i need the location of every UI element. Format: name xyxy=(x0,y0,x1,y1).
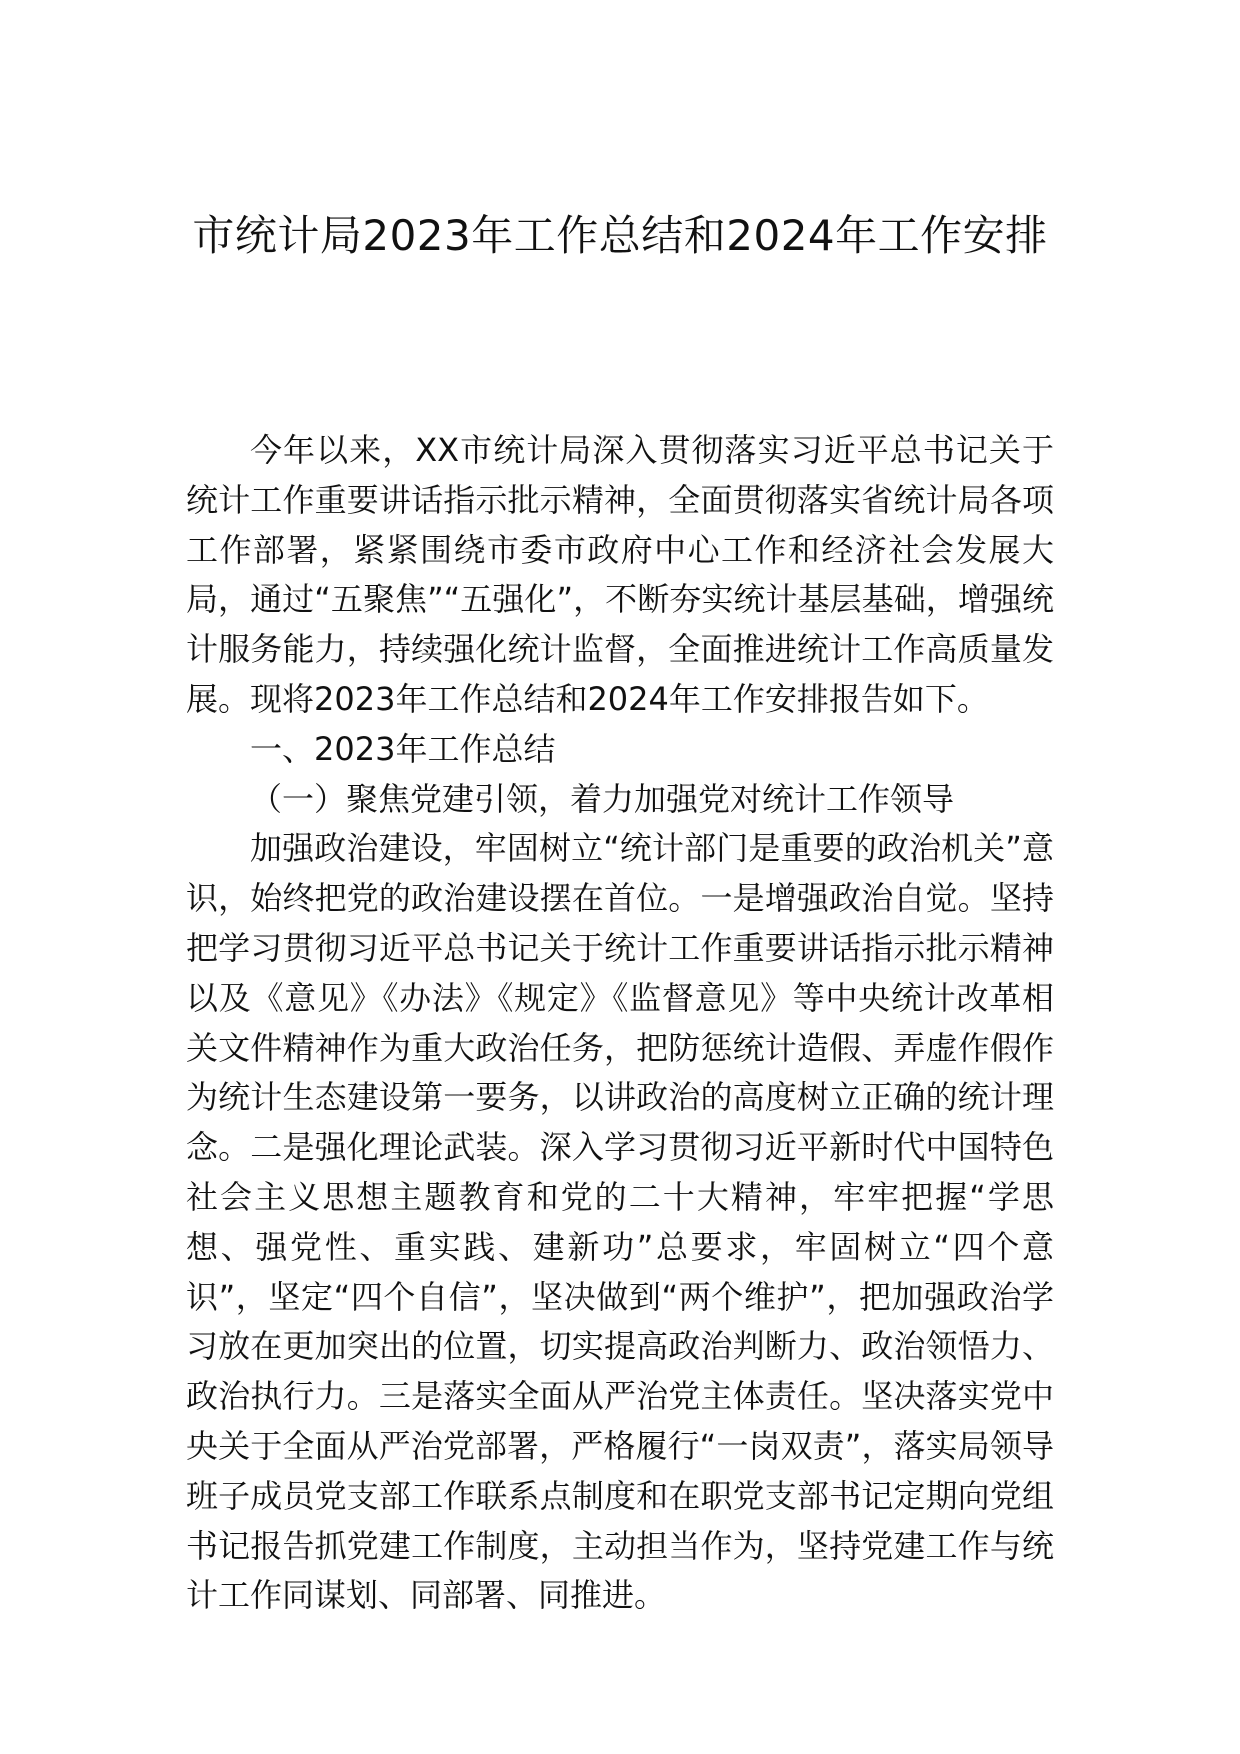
document-title: 市统计局2023年工作总结和2024年工作安排 xyxy=(192,211,1048,260)
section-heading: 一、2023年工作总结 xyxy=(250,729,556,768)
document-body xyxy=(186,426,1054,1621)
body-paragraph: 加强政治建设，牢固树立“统计部门是重要的政治机关”意识，始终把党的政治建设摆在首位。一是增强政治自觉。坚持把学习贯彻习近平总书记关于统计工作重要讲话指示批示精神以及《意见》《办法》《规定》《监督意见》等中央统计改革相关文件精神作为重大政治任务，把防惩统计造假、弄虚作假作为统计生态建设第一要务，以讲政治的高度树立正确的统计理念。二是强化理论武装。深入学习贯彻习近平新时代中国特色社会主义思想主题教育和党的二十大精神，牢牢把握“学思想、强党性、重实践、建新功”总要求，牢固树立“四个意识”，坚定“四个自信”，坚决做到“两个维护”，把加强政治学习放在更加突出的位置，切实提高政治判断力、政治领悟力、政治执行力。三是落实全面从严治党主体责任。坚决落实党中央关于全面从严治党部署，严格履行“一岗双责”，落实局领导班子成员党支部工作联系点制度和在职党支部书记定期向党组书记报告抓党建工作制度，主动担当作为，坚持党建工作与统计工作同谋划、同部署、同推进。 xyxy=(186,829,1054,1615)
subsection-heading: （一）聚焦党建引领，着力加强党对统计工作领导 xyxy=(250,779,955,818)
intro-paragraph: 今年以来，XX市统计局深入贯彻落实习近平总书记关于统计工作重要讲话指示批示精神，全面贯彻落实省统计局各项工作部署，紧紧围绕市委市政府中心工作和经济社会发展大局，通过“五聚焦”“五强化”，不断夯实统计基层基础，增强统计服务能力，持续强化统计监督，全面推进统计工作高质量发展。现将2023年工作总结和2024年工作安排报告如下。 xyxy=(186,431,1054,718)
